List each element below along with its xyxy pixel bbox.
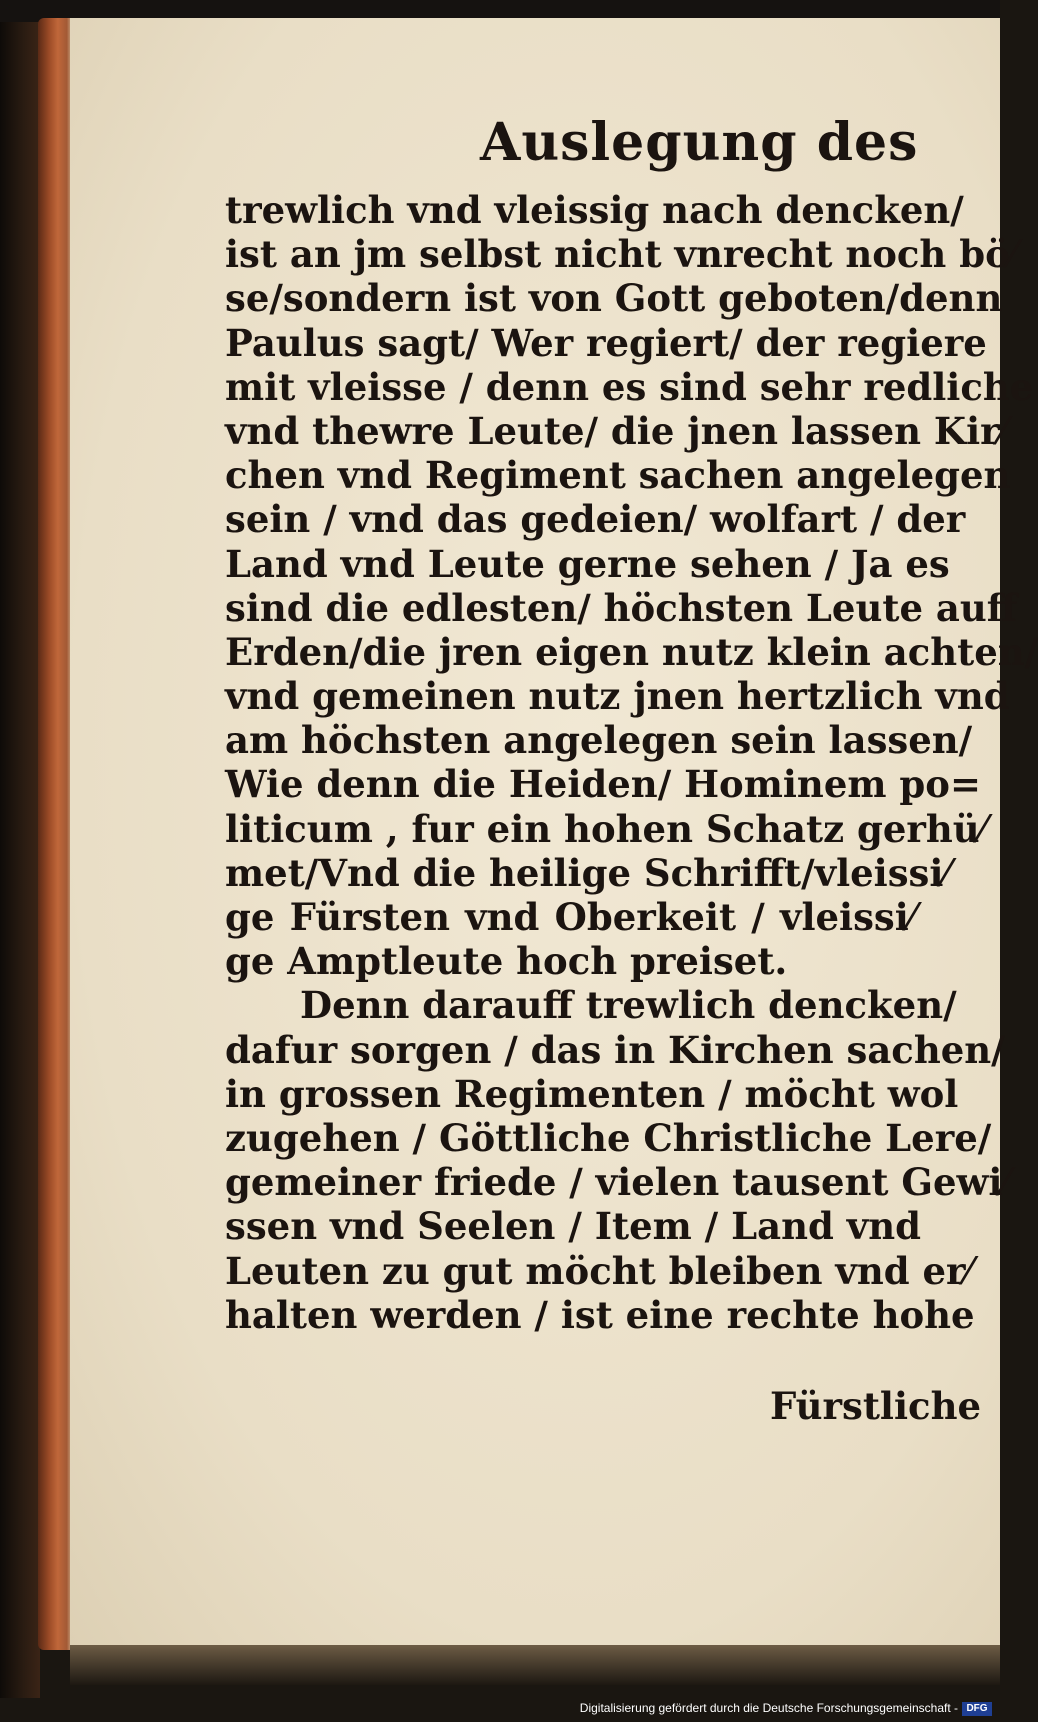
book-edge <box>0 0 40 1722</box>
page-binding <box>38 18 74 1650</box>
text-line: zugehen / Göttliche Christliche Lere/ <box>225 1115 992 1160</box>
text-line: in grossen Regimenten / möcht wol <box>225 1071 959 1116</box>
text-line: dafur sorgen / das in Kirchen sachen/ <box>225 1027 1005 1072</box>
text-line: am höchsten angelegen sein lassen/ <box>225 718 973 763</box>
text-line: trewlich vnd vleissig nach dencken/ <box>225 188 964 232</box>
page-bottom-shadow <box>70 1645 1000 1685</box>
dfg-logo-icon: DFG <box>962 1702 992 1716</box>
text-line: sind die edlesten/ höchsten Leute auff <box>225 585 1018 630</box>
text-line: vnd gemeinen nutz jnen hertzlich vnd <box>225 674 1010 719</box>
body-text <box>225 188 1038 1337</box>
text-line: Erden/die jren eigen nutz klein achten/ <box>225 629 1038 674</box>
text-line: Paulus sagt/ Wer regiert/ der regiere <box>225 320 987 365</box>
text-line: Land vnd Leute gerne sehen / Ja es <box>225 541 950 586</box>
text-line: ssen vnd Seelen / Item / Land vnd <box>225 1204 921 1249</box>
text-line: gemeiner friede / vielen tausent Gewi⁄ <box>225 1160 1009 1205</box>
running-header: Auslegung des <box>480 112 919 173</box>
text-line: vnd thewre Leute/ die jnen lassen Kir⁄ <box>225 408 1006 453</box>
funding-notice: Digitalisierung gefördert durch die Deutsche Forschungsgemeinschaft - <box>579 1701 958 1715</box>
text-line: Leuten zu gut möcht bleiben vnd er⁄ <box>225 1248 972 1293</box>
text-line: ge Fürsten vnd Oberkeit / vleissi⁄ <box>225 895 915 939</box>
text-line: mit vleisse / denn es sind sehr redliche <box>225 364 1034 409</box>
text-line: se/sondern ist von Gott geboten/denn <box>225 276 1003 321</box>
text-line: ist an jm selbst nicht vnrecht noch bö⁄ <box>225 232 1016 277</box>
text-line: halten werden / ist eine rechte hohe <box>225 1292 975 1337</box>
text-line: ge Amptleute hoch preiset. <box>225 939 788 984</box>
text-line: Wie denn die Heiden/ Hominem po= <box>225 762 981 807</box>
text-line: liticum , fur ein hohen Schatz gerhü⁄ <box>225 806 986 851</box>
text-line: met/Vnd die heilige Schrifft/vleissi⁄ <box>225 850 950 895</box>
text-line: Denn darauff trewlich dencken/ <box>300 983 957 1028</box>
text-line: sein / vnd das gedeien/ wolfart / der <box>225 497 966 542</box>
catchword: Fürstliche <box>770 1384 982 1428</box>
text-line: chen vnd Regiment sachen angelegen <box>225 453 1011 498</box>
